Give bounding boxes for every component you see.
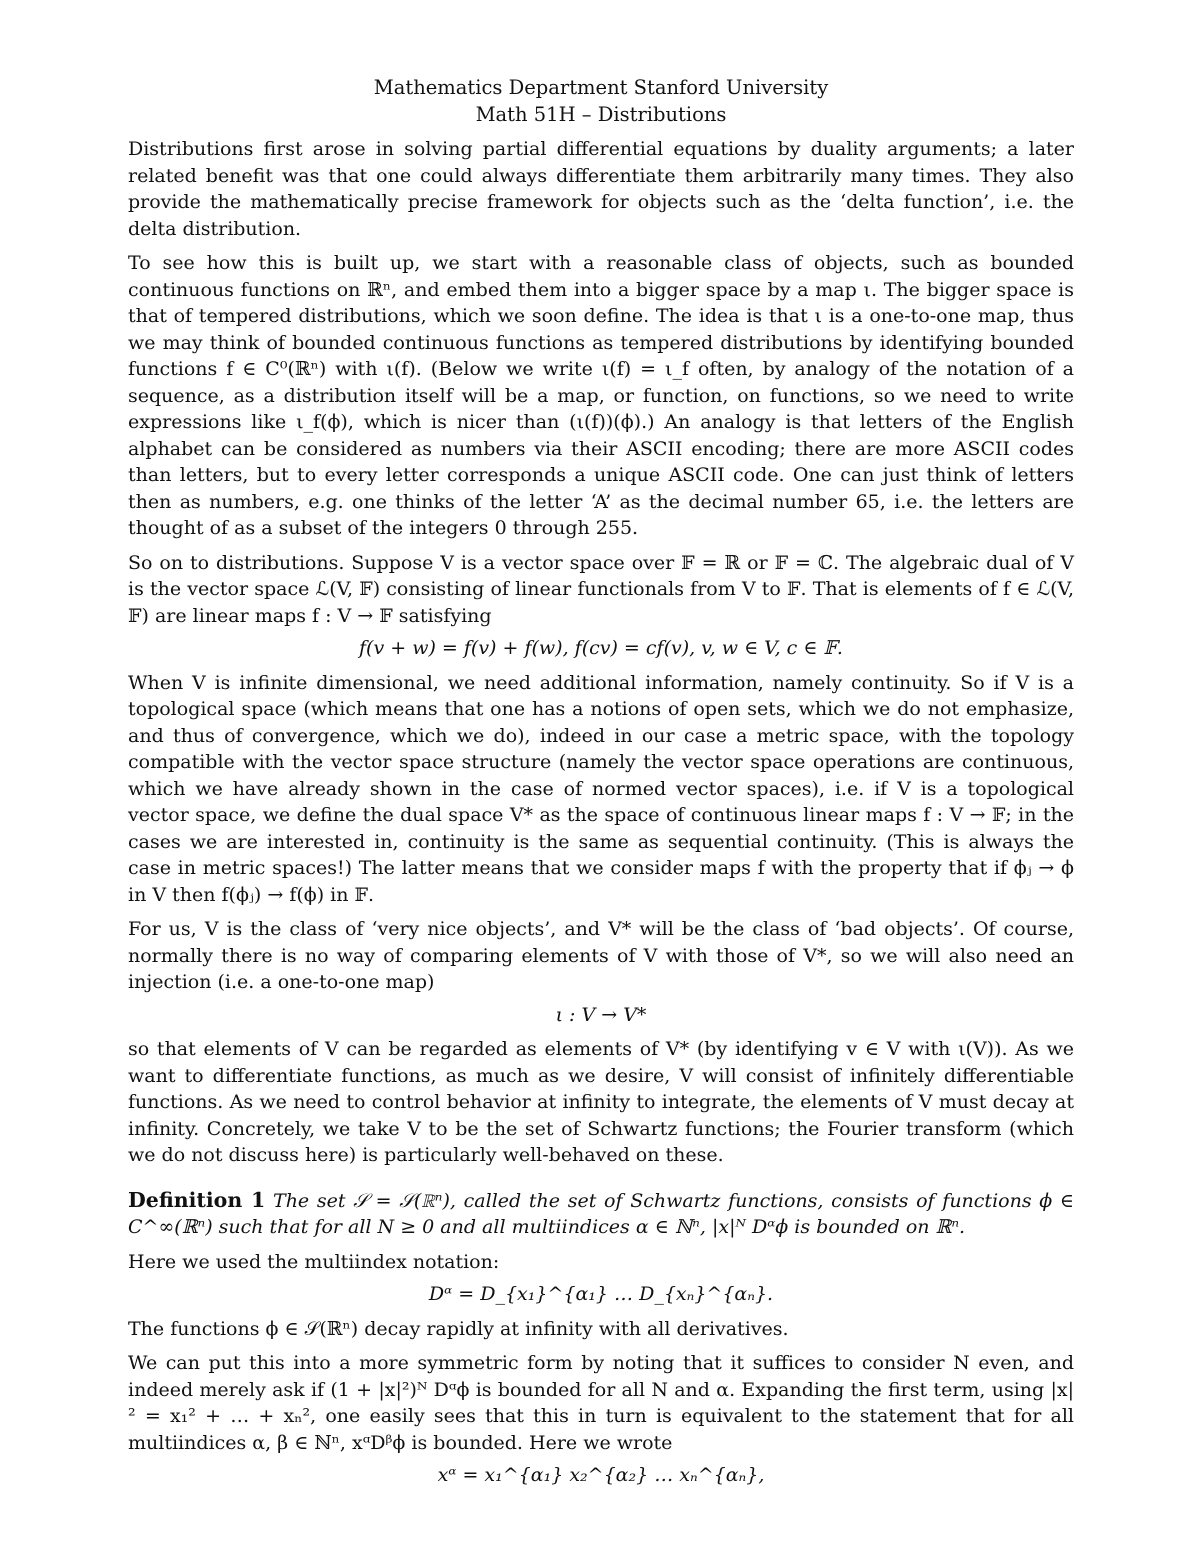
paragraph-construction: To see how this is built up, we start with a reasonable class of objects, such as bounded continuous functions on ℝⁿ, and embed them into a bigger space by a map ι. The bigger space is that of tempered distributions, which we soon define. The idea is that ι is a one-to-one map, thus we may think of bounded continuous functions as tempered distributions by identifying bounded functions f ∈ C⁰(ℝⁿ) with ι(f). (Below we write ι(f) = ι_f often, by analogy of the notation of a sequence, as a distribution itself will be a map, or function, on functions, so we need to write expressions like ι_f(ϕ), which is nicer than (ι(f))(ϕ).) An analogy is that letters of the English alphabet can be considered as numbers via their ASCII encoding; there are more ASCII codes than letters, but to every letter corresponds a unique ASCII code. One can just think of letters then as numbers, e.g. one thinks of the letter ‘A’ as the decimal number 65, i.e. the letters are thought of as a subset of the integers 0 through 255.	[128, 252, 1074, 539]
document-page	[128, 74, 1074, 1493]
equation-injection: ι : V → V*	[555, 1003, 647, 1026]
definition-label: Definition 1	[128, 1187, 266, 1212]
equation-linearity: f(v + w) = f(v) + f(w), f(cv) = cf(v), v, w ∈ V, c ∈ 𝔽.	[359, 637, 843, 659]
paragraph-nice-objects: For us, V is the class of ‘very nice objects’, and V* will be the class of ‘bad objects’. Of course, normally there is no way of comparing elements of V with those of V*, so we will also need an injection (i.e. a one-to-one map)	[128, 918, 1074, 993]
paragraph-continuity: When V is infinite dimensional, we need additional information, namely continuity. So if V is a topological space (which means that one has a notions of open sets, which we do not emphasize, and thus of convergence, which we do), indeed in our case a metric space, with the topology compatible with the vector space structure (namely the vector space operations are continuous, which we have already shown in the case of normed vector spaces), i.e. if V is a topological vector space, we define the dual space V* as the space of continuous linear maps f : V → 𝔽; in the cases we are interested in, continuity is the same as sequential continuity. (This is always the case in metric spaces!) The latter means that we consider maps f with the property that if ϕⱼ → ϕ in V then f(ϕⱼ) → f(ϕ) in 𝔽.	[128, 671, 1074, 906]
paragraph-multiindex-intro: Here we used the multiindex notation:	[128, 1250, 500, 1273]
paragraph-schwartz-motivation: so that elements of V can be regarded as elements of V* (by identifying v ∈ V with ι(V)). As we want to differentiate functions, as much as we desire, V will consist of infinitely differentiable functions. As we need to control behavior at infinity to integrate, the elements of V must decay at infinity. Concretely, we take V to be the set of Schwartz functions; the Fourier transform (which we do not discuss here) is particularly well-behaved on these.	[128, 1038, 1074, 1166]
paragraph-symmetric-form: We can put this into a more symmetric form by noting that it suffices to consider N even, and indeed merely ask if (1 + |x|²)ᴺ Dᵅϕ is bounded for all N and α. Expanding the first term, using |x|² = x₁² + … + xₙ², one easily sees that this in turn is equivalent to the statement that for all multiindices α, β ∈ ℕⁿ, xᵅDᵝϕ is bounded. Here we wrote	[128, 1352, 1074, 1454]
equation-monomial: xᵅ = x₁^{α₁} x₂^{α₂} … xₙ^{αₙ},	[437, 1464, 765, 1486]
paragraph-rapid-decay: The functions ϕ ∈ 𝒮(ℝⁿ) decay rapidly at infinity with all derivatives.	[128, 1317, 789, 1340]
header-institution: Mathematics Department Stanford University	[373, 76, 829, 99]
definition-1	[128, 1187, 1074, 1241]
definition-text: The set 𝒮 = 𝒮(ℝⁿ), called the set of Schwartz functions, consists of functions ϕ ∈ C^∞(ℝⁿ) such that for all N ≥ 0 and all multiindices α ∈ ℕⁿ, |x|ᴺ Dᵅϕ is bounded on ℝⁿ.	[128, 1189, 1074, 1238]
header-course-title: Math 51H – Distributions	[475, 103, 727, 126]
paragraph-dual-space: So on to distributions. Suppose V is a vector space over 𝔽 = ℝ or 𝔽 = ℂ. The algebraic dual of V is the vector space ℒ(V, 𝔽) consisting of linear functionals from V to 𝔽. That is elements of f ∈ ℒ(V, 𝔽) are linear maps f : V → 𝔽 satisfying	[128, 551, 1074, 627]
paragraph-intro: Distributions first arose in solving partial differential equations by duality arguments; a later related benefit was that one could always differentiate them arbitrarily many times. They also provide the mathematically precise framework for objects such as the ‘delta function’, i.e. the delta distribution.	[128, 138, 1074, 240]
equation-multiindex: Dᵅ = D_{x₁}^{α₁} … D_{xₙ}^{αₙ}.	[428, 1283, 774, 1305]
